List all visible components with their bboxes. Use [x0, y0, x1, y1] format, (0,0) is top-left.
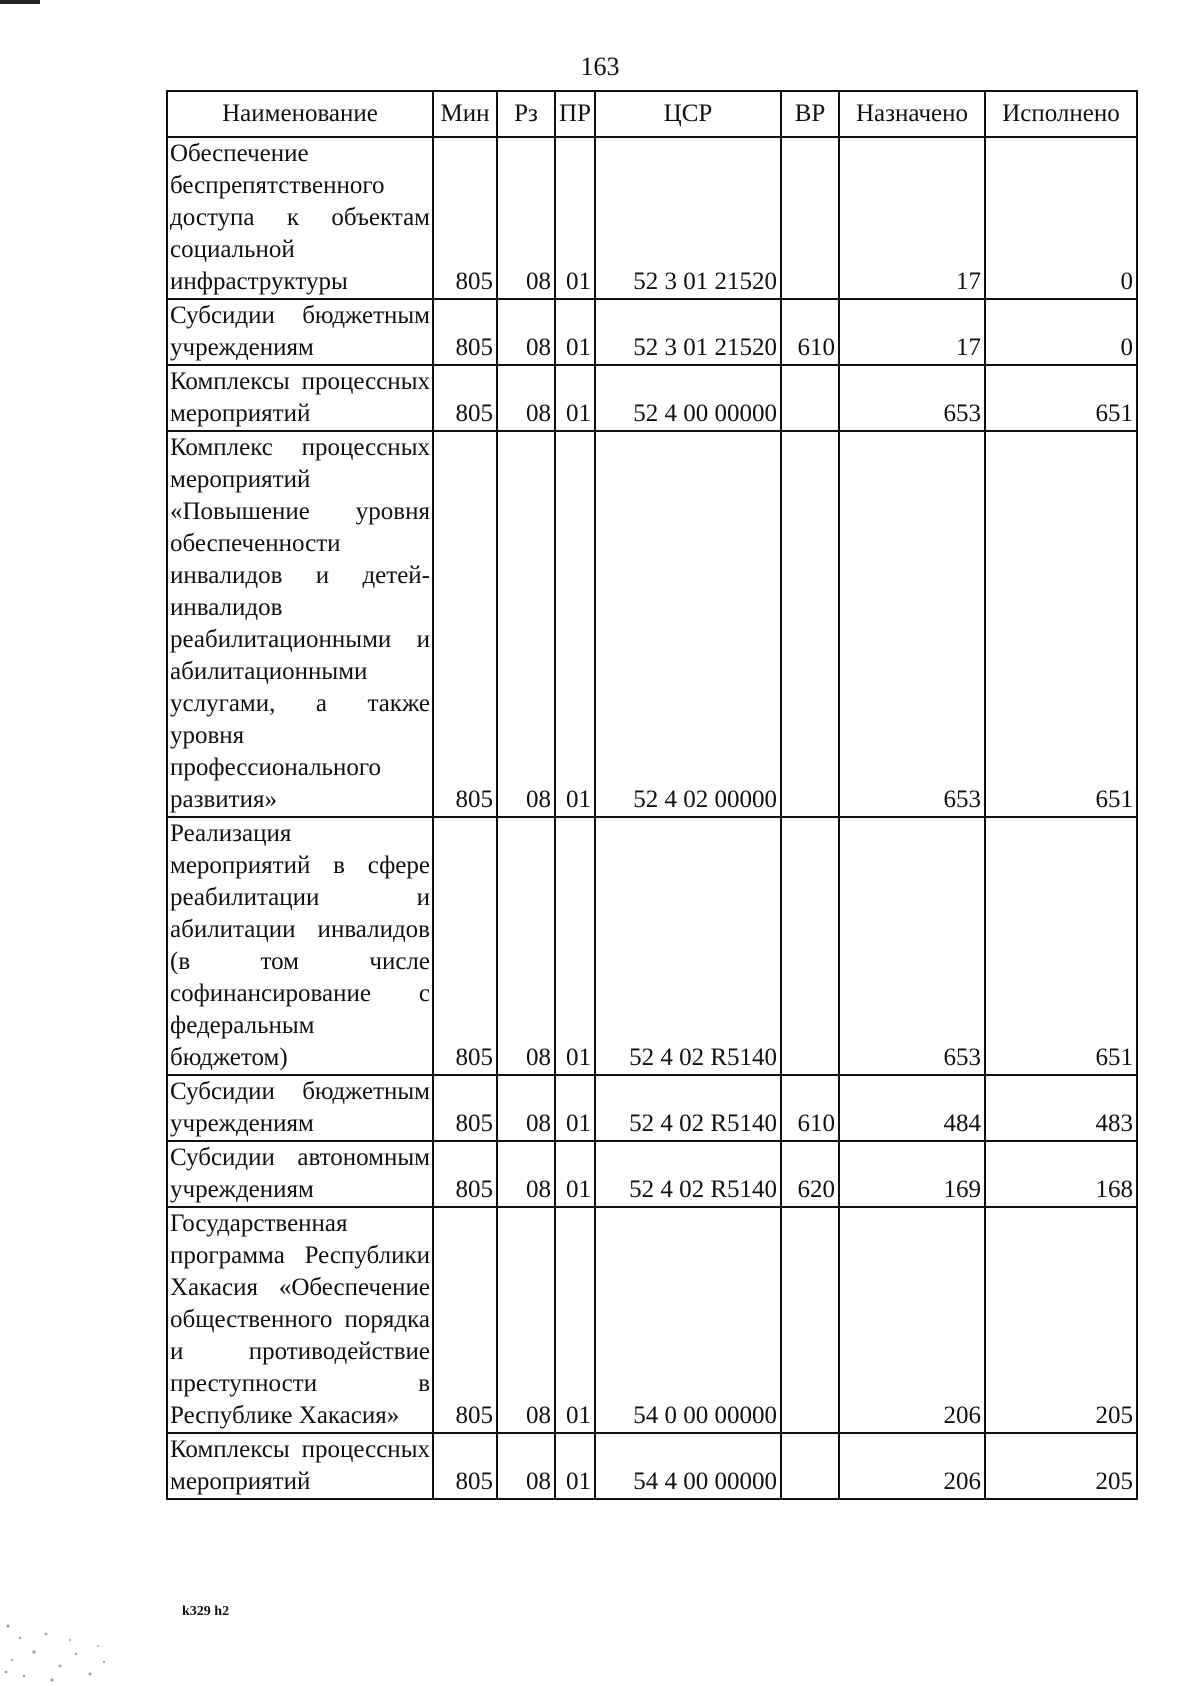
cell-rz: 08 [497, 1207, 555, 1433]
cell-pr: 01 [555, 299, 595, 365]
table-row [167, 299, 1137, 365]
cell-rz: 08 [497, 137, 555, 299]
cell-rz: 08 [497, 365, 555, 431]
table-row [167, 1207, 1137, 1433]
cell-name: Субсидии автономным учреждениям [167, 1141, 433, 1207]
cell-name: Субсидии бюджетным учреждениям [167, 1075, 433, 1141]
cell-name: Обеспечение беспрепятственного доступа к объектам социальной инфраструктуры [167, 137, 433, 299]
cell-csr: 52 4 02 00000 [595, 431, 781, 817]
cell-executed: 205 [985, 1433, 1137, 1499]
cell-csr: 52 4 00 00000 [595, 365, 781, 431]
cell-name: Комплексы процессных мероприятий [167, 1433, 433, 1499]
cell-vr [781, 1433, 839, 1499]
cell-pr: 01 [555, 1207, 595, 1433]
header-vr: ВР [781, 91, 839, 137]
cell-executed: 0 [985, 137, 1137, 299]
cell-executed: 483 [985, 1075, 1137, 1141]
cell-pr: 01 [555, 365, 595, 431]
cell-name: Реализация мероприятий в сфере реабилитации и абилитации инвалидов (в том числе софинансирование с федеральным бюджетом) [167, 817, 433, 1075]
cell-rz: 08 [497, 1075, 555, 1141]
cell-min: 805 [433, 431, 497, 817]
table-row [167, 137, 1137, 299]
cell-min: 805 [433, 1207, 497, 1433]
cell-min: 805 [433, 817, 497, 1075]
cell-rz: 08 [497, 1141, 555, 1207]
cell-pr: 01 [555, 1141, 595, 1207]
budget-table [166, 90, 1138, 1500]
cell-min: 805 [433, 1075, 497, 1141]
cell-assigned: 653 [839, 365, 985, 431]
cell-assigned: 653 [839, 817, 985, 1075]
cell-vr [781, 365, 839, 431]
table-row [167, 1141, 1137, 1207]
cell-csr: 52 3 01 21520 [595, 137, 781, 299]
cell-assigned: 169 [839, 1141, 985, 1207]
header-csr: ЦСР [595, 91, 781, 137]
cell-name: Государственная программа Республики Хакасия «Обеспечение общественного порядка и противодействие преступности в Республике Хакасия» [167, 1207, 433, 1433]
header-name: Наименование [167, 91, 433, 137]
cell-executed: 168 [985, 1141, 1137, 1207]
cell-rz: 08 [497, 1433, 555, 1499]
cell-executed: 0 [985, 299, 1137, 365]
cell-executed: 651 [985, 431, 1137, 817]
header-pr: ПР [555, 91, 595, 137]
cell-name: Субсидии бюджетным учреждениям [167, 299, 433, 365]
cell-assigned: 206 [839, 1433, 985, 1499]
cell-csr: 52 3 01 21520 [595, 299, 781, 365]
cell-name: Комплекс процессных мероприятий «Повышение уровня обеспеченности инвалидов и детей-инвалидов реабилитационными и абилитационными услугами, а также уровня профессионального развития» [167, 431, 433, 817]
cell-csr: 52 4 02 R5140 [595, 1141, 781, 1207]
cell-vr [781, 137, 839, 299]
cell-name: Комплексы процессных мероприятий [167, 365, 433, 431]
cell-assigned: 17 [839, 137, 985, 299]
cell-pr: 01 [555, 1075, 595, 1141]
cell-assigned: 206 [839, 1207, 985, 1433]
cell-csr: 52 4 02 R5140 [595, 1075, 781, 1141]
header-assigned: Назначено [839, 91, 985, 137]
cell-vr [781, 1207, 839, 1433]
cell-rz: 08 [497, 817, 555, 1075]
cell-pr: 01 [555, 1433, 595, 1499]
cell-vr: 610 [781, 299, 839, 365]
table-row [167, 365, 1137, 431]
scan-noise [0, 1596, 130, 1686]
header-min: Мин [433, 91, 497, 137]
cell-csr: 52 4 02 R5140 [595, 817, 781, 1075]
document-code: k329 h2 [182, 1604, 230, 1619]
cell-csr: 54 0 00 00000 [595, 1207, 781, 1433]
cell-min: 805 [433, 365, 497, 431]
cell-vr [781, 817, 839, 1075]
header-rz: Рз [497, 91, 555, 137]
cell-assigned: 17 [839, 299, 985, 365]
table-row [167, 1075, 1137, 1141]
scan-edge-line [0, 0, 40, 4]
cell-executed: 205 [985, 1207, 1137, 1433]
cell-rz: 08 [497, 431, 555, 817]
cell-csr: 54 4 00 00000 [595, 1433, 781, 1499]
cell-rz: 08 [497, 299, 555, 365]
header-executed: Исполнено [985, 91, 1137, 137]
cell-executed: 651 [985, 817, 1137, 1075]
table-row [167, 817, 1137, 1075]
cell-assigned: 653 [839, 431, 985, 817]
page-number: 163 [580, 52, 620, 81]
cell-vr: 610 [781, 1075, 839, 1141]
table-row [167, 431, 1137, 817]
cell-min: 805 [433, 299, 497, 365]
cell-vr [781, 431, 839, 817]
table-row [167, 1433, 1137, 1499]
cell-min: 805 [433, 137, 497, 299]
cell-pr: 01 [555, 137, 595, 299]
cell-pr: 01 [555, 431, 595, 817]
cell-vr: 620 [781, 1141, 839, 1207]
cell-min: 805 [433, 1433, 497, 1499]
cell-pr: 01 [555, 817, 595, 1075]
cell-executed: 651 [985, 365, 1137, 431]
table-header-row [167, 91, 1137, 137]
cell-assigned: 484 [839, 1075, 985, 1141]
cell-min: 805 [433, 1141, 497, 1207]
